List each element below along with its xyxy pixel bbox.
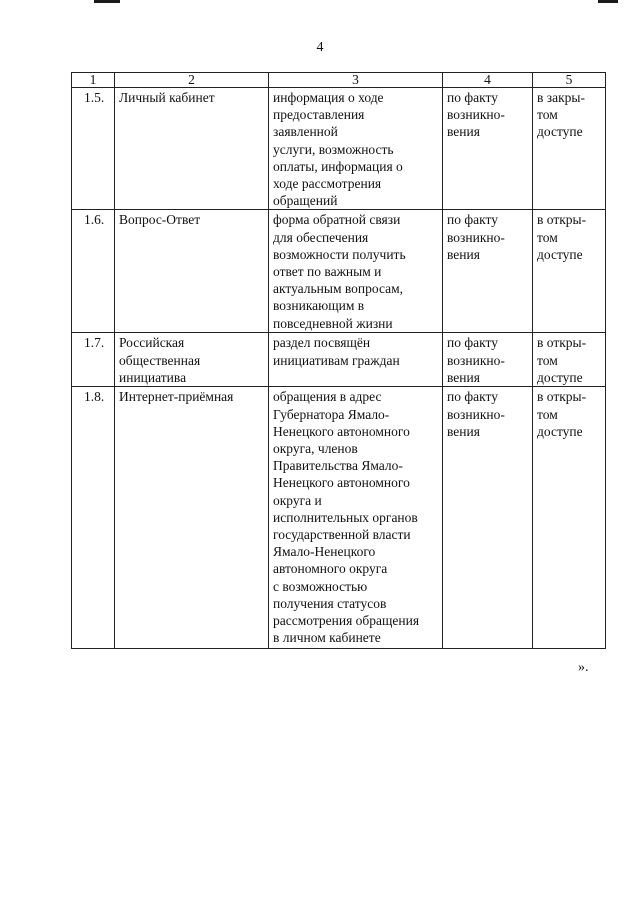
closing-quote-mark: ». xyxy=(578,660,589,675)
update-frequency: по факту возникно- вения xyxy=(443,210,533,333)
section-description: раздел посвящён инициативам граждан xyxy=(269,333,443,387)
section-name: Российская общественная инициатива xyxy=(115,333,269,387)
services-table xyxy=(71,72,606,649)
column-header: 2 xyxy=(115,73,269,88)
access-level: в закры- том доступе xyxy=(533,88,606,210)
row-number: 1.8. xyxy=(72,387,115,649)
section-name: Вопрос-Ответ xyxy=(115,210,269,333)
scan-artifact-right xyxy=(598,0,618,3)
row-number: 1.7. xyxy=(72,333,115,387)
column-header: 5 xyxy=(533,73,606,88)
access-level: в откры- том доступе xyxy=(533,387,606,649)
section-name: Личный кабинет xyxy=(115,88,269,210)
row-number: 1.6. xyxy=(72,210,115,333)
scan-artifact-left xyxy=(94,0,120,3)
section-description: форма обратной связи для обеспечения возможности получить ответ по важным и актуальным вопросам, возникающим в повседневной жизни xyxy=(269,210,443,333)
update-frequency: по факту возникно- вения xyxy=(443,88,533,210)
table-row xyxy=(72,387,606,649)
access-level: в откры- том доступе xyxy=(533,210,606,333)
section-name: Интернет-приёмная xyxy=(115,387,269,649)
column-header: 4 xyxy=(443,73,533,88)
update-frequency: по факту возникно- вения xyxy=(443,333,533,387)
table-row xyxy=(72,333,606,387)
row-number: 1.5. xyxy=(72,88,115,210)
table-header-row xyxy=(72,73,606,88)
section-description: обращения в адрес Губернатора Ямало- Ненецкого автономного округа, членов Правительства Ямало- Ненецкого автономного округа и исполнительных органов государственной власти Ямало-Ненецкого автономного округа с возможностью получения статусов рассмотрения обращения в личном кабинете xyxy=(269,387,443,649)
table-row xyxy=(72,88,606,210)
table-row xyxy=(72,210,606,333)
section-description: информация о ходе предоставления заявленной услуги, возможность оплаты, информация о ходе рассмотрения обращений xyxy=(269,88,443,210)
column-header: 1 xyxy=(72,73,115,88)
update-frequency: по факту возникно- вения xyxy=(443,387,533,649)
column-header: 3 xyxy=(269,73,443,88)
access-level: в откры- том доступе xyxy=(533,333,606,387)
page-number: 4 xyxy=(316,40,324,55)
